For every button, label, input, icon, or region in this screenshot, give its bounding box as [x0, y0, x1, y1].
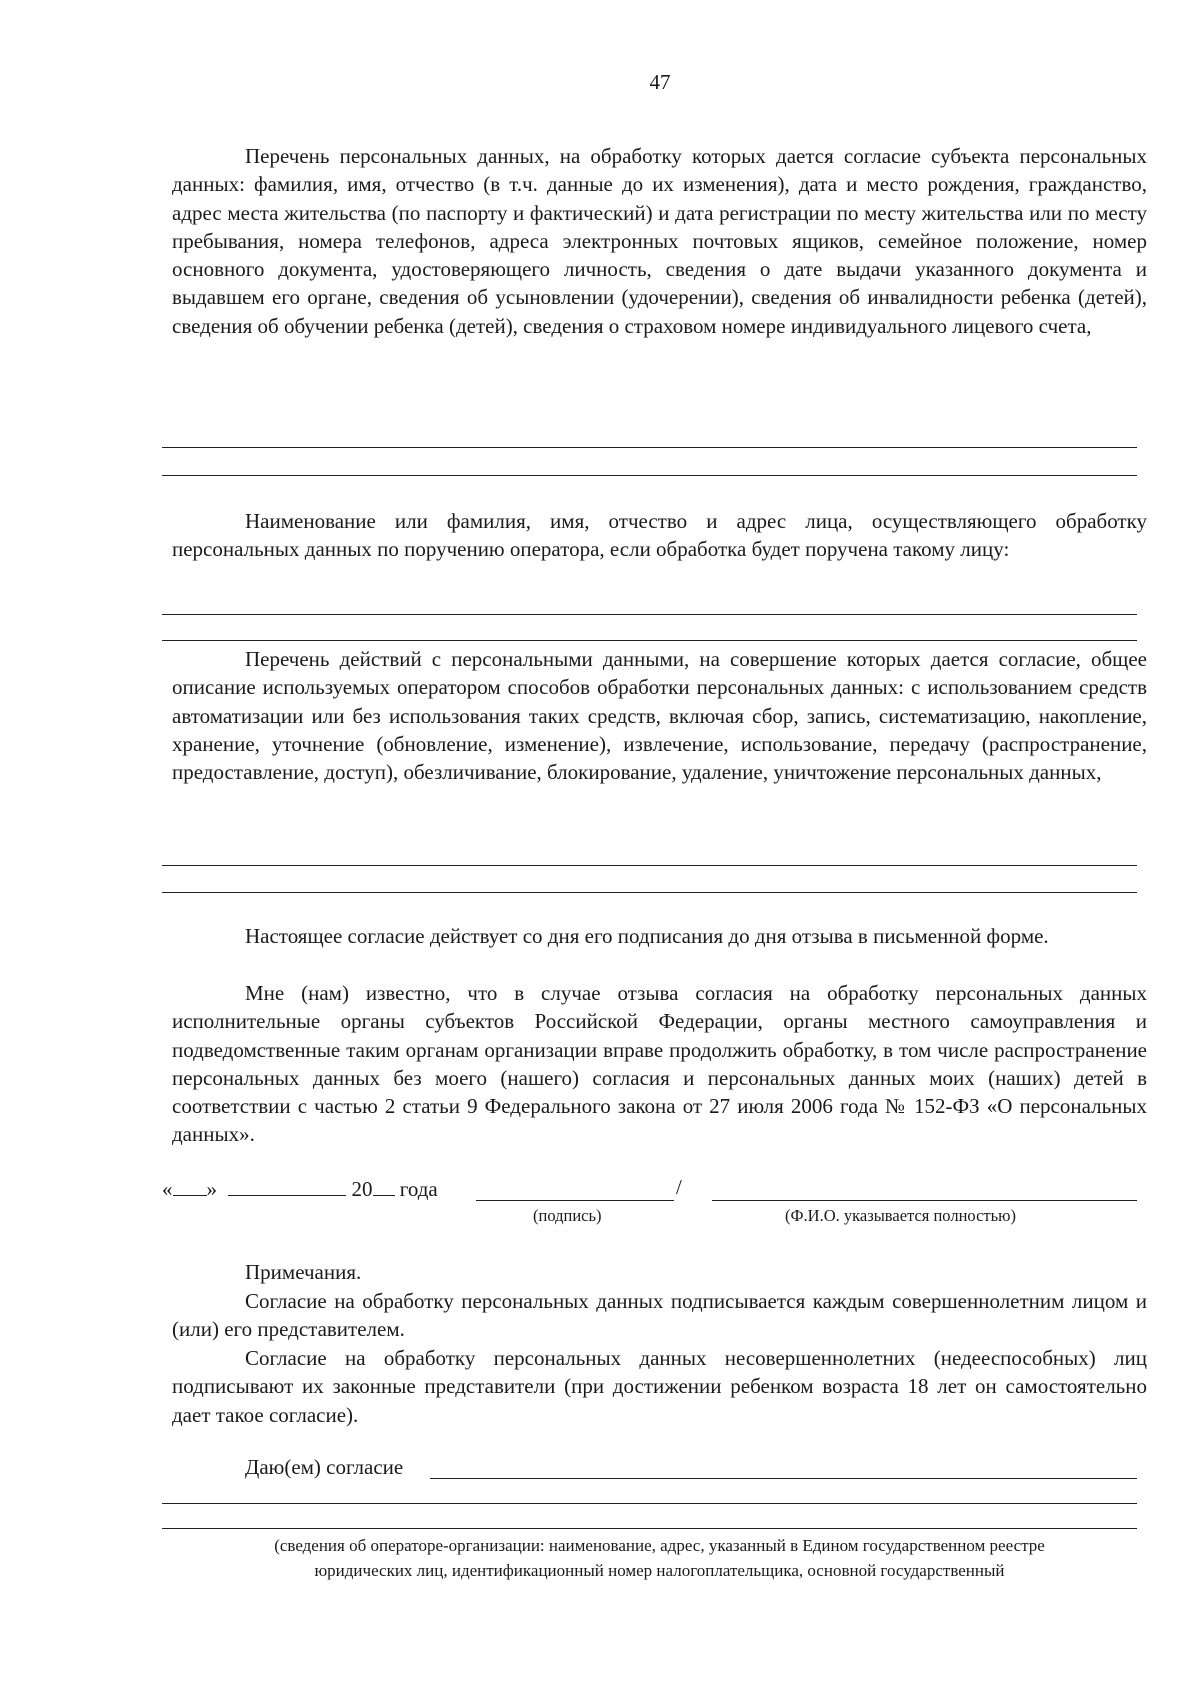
fill-line — [162, 865, 1137, 866]
fill-line — [162, 447, 1137, 448]
personal-data-list-paragraph: Перечень персональных данных, на обработку которых дается согласие субъекта персональных данных: фамилия, имя, отчество (в т.ч. данные до их изменения), дата и место рождения, гражданство, адрес места жительства (по паспорту и фактический) и дата регистрации по месту жительства или по месту пребывания, номера телефонов, адреса электронных почтовых ящиков, семейное положение, номер основного документа, удостоверяющего личность, сведения о дате выдачи указанного документа и выдавшем его органе, сведения об усыновлении (удочерении), сведения об инвалидности ребенка (детей), сведения об обучении ребенка (детей), сведения о страховом номере индивидуального лицевого счета, — [172, 144, 1147, 338]
month-blank[interactable] — [228, 1175, 346, 1196]
fill-line — [162, 640, 1137, 641]
fill-line — [162, 1528, 1137, 1529]
revocation-paragraph: Мне (нам) известно, что в случае отзыва согласия на обработку персональных данных исполнительные органы субъектов Российской Федерации, органы местного самоуправления и подведомственные таким органам организации вправе продолжить обработку, в том числе распространение персональных данных без моего (нашего) согласия и персональных данных моих (наших) детей в соответствии с частью 2 статьи 9 Федерального закона от 27 июля 2006 года № 152-ФЗ «О персональных данных». — [172, 981, 1147, 1147]
actions-paragraph: Перечень действий с персональными данными, на совершение которых дается согласие, общее описание используемых оператором способов обработки персональных данных: с использованием средств автоматизации или без использования таких средств, включая сбор, запись, систематизацию, накопление, хранение, уточнение (обновление, изменение), извлечение, использование, передачу (распространение, предоставление, доступ), обезличивание, блокирование, удаление, уничтожение персональных данных, — [172, 647, 1147, 785]
notes-heading: Примечания. — [245, 1260, 362, 1284]
processor-paragraph: Наименование или фамилия, имя, отчество и адрес лица, осуществляющего обработку персональных данных по поручению оператора, если обработка будет поручена такому лицу: — [172, 509, 1147, 562]
fio-line[interactable] — [712, 1200, 1137, 1201]
page-number: 47 — [649, 70, 671, 94]
slash: / — [676, 1175, 682, 1199]
quote-close: » — [206, 1177, 217, 1201]
consent-label: Даю(ем) согласие — [245, 1455, 404, 1479]
signature-line[interactable] — [476, 1200, 674, 1201]
note-2: Согласие на обработку персональных данных несовершеннолетних (недееспособных) лиц подписывают их законные представители (при достижении ребенком возраста 18 лет он самостоятельно дает такое согласие). — [172, 1346, 1147, 1427]
year-blank[interactable] — [373, 1175, 395, 1196]
validity-paragraph: Настоящее согласие действует со дня его подписания до дня отзыва в письменной форме. — [245, 924, 1049, 948]
fio-label: (Ф.И.О. указывается полностью) — [785, 1206, 1016, 1225]
day-blank[interactable] — [173, 1175, 207, 1196]
fill-line — [162, 1503, 1137, 1504]
fill-line — [162, 475, 1137, 476]
operator-footnote-1: (сведения об операторе-организации: наименование, адрес, указанный в Едином государственном реестре — [274, 1536, 1045, 1555]
year-suffix: года — [399, 1177, 438, 1201]
fill-line — [162, 614, 1137, 615]
date-field[interactable] — [162, 1175, 438, 1202]
quote-open: « — [162, 1177, 173, 1201]
operator-footnote-2: юридических лиц, идентификационный номер налогоплательщика, основной государственный — [314, 1561, 1005, 1580]
fill-line — [162, 892, 1137, 893]
year-prefix: 20 — [351, 1177, 373, 1201]
signature-label: (подпись) — [533, 1206, 602, 1225]
note-1: Согласие на обработку персональных данных подписывается каждым совершеннолетним лицом и (или) его представителем. — [172, 1289, 1147, 1342]
consent-line[interactable] — [430, 1478, 1137, 1479]
